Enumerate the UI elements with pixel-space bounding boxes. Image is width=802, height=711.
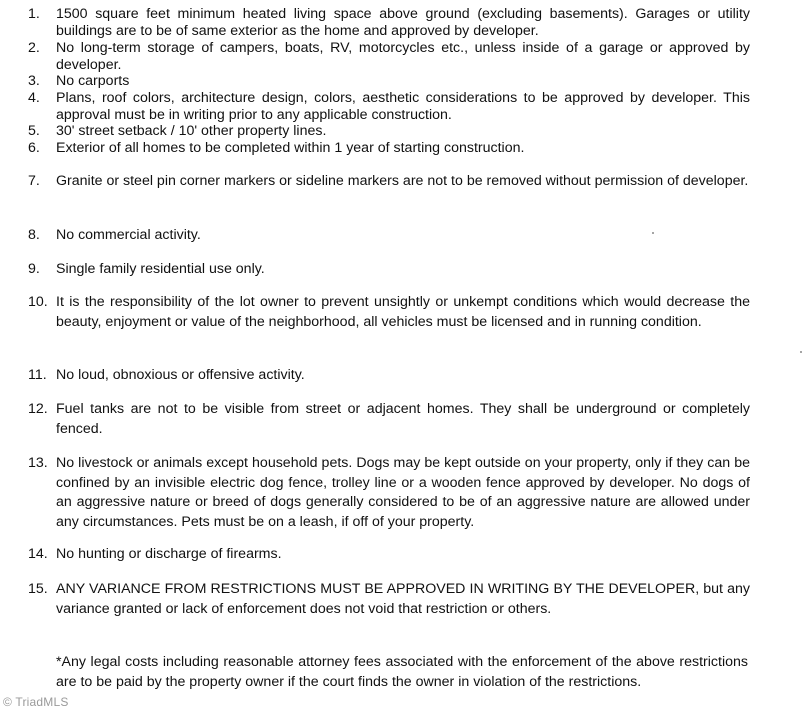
restriction-item-7 (28, 172, 750, 192)
restriction-item-8 (28, 226, 750, 246)
restriction-item-2 (28, 40, 750, 73)
restriction-item-12 (28, 400, 750, 439)
item-number: 1. (28, 6, 40, 22)
item-number: 3. (28, 73, 40, 89)
restriction-item-5 (28, 123, 750, 140)
item-number: 8. (28, 227, 40, 243)
item-text: Plans, roof colors, architecture design, colors, aesthetic considerations to be approved by developer. This approval must be in writing prior to any applicable construction. (56, 90, 750, 123)
item-text: Fuel tanks are not to be visible from street or adjacent homes. They shall be underground or completely fenced. (56, 401, 750, 437)
item-number: 4. (28, 90, 40, 106)
item-text: Granite or steel pin corner markers or sideline markers are not to be removed without permission of developer. (56, 173, 749, 189)
item-text: 30' street setback / 10' other property lines. (56, 123, 327, 139)
restriction-item-1 (28, 6, 750, 39)
item-text: Single family residential use only. (56, 261, 265, 277)
item-number: 11. (28, 367, 47, 383)
item-text: It is the responsibility of the lot owner to prevent unsightly or unkempt conditions which would decrease the beauty, enjoyment or value of the neighborhood, all vehicles must be licensed and in running condition. (56, 294, 750, 330)
restriction-item-10 (28, 293, 750, 332)
item-number: 6. (28, 140, 40, 156)
item-number: 14. (28, 546, 48, 562)
item-text: No carports (56, 73, 130, 89)
item-text: No livestock or animals except household pets. Dogs may be kept outside on your property, only if they can be confined by an invisible electric dog fence, trolley line or a wooden fence approved by developer. No dogs of an aggressive nature or breed of dogs generally considered to be of an aggressive nature are allowed under any circumstances. Pets must be on a leash, if off of your property. (56, 455, 750, 530)
restriction-item-6 (28, 140, 750, 157)
item-number: 9. (28, 261, 40, 277)
item-number: 10. (28, 294, 48, 310)
item-number: 12. (28, 401, 48, 417)
item-number: 15. (28, 581, 48, 597)
triadmls-watermark: © TriadMLS (3, 695, 69, 709)
restriction-item-13 (28, 454, 750, 532)
item-text: No long-term storage of campers, boats, RV, motorcycles etc., unless inside of a garage or approved by developer. (56, 40, 750, 73)
item-number: 13. (28, 455, 48, 471)
item-text: Exterior of all homes to be completed within 1 year of starting construction. (56, 140, 525, 156)
restriction-item-11 (28, 366, 750, 386)
restriction-item-14 (28, 545, 750, 565)
item-number: 5. (28, 123, 40, 139)
item-text: 1500 square feet minimum heated living space above ground (excluding basements). Garages or utility buildings are to be of same exterior as the home and approved by developer. (56, 6, 750, 39)
item-text: No loud, obnoxious or offensive activity. (56, 367, 305, 383)
legal-costs-note: *Any legal costs including reasonable attorney fees associated with the enforcement of the above restrictions are to be paid by the property owner if the court finds the owner in violation of the restrictions. (56, 654, 748, 690)
restriction-item-9 (28, 260, 750, 280)
item-number: 2. (28, 40, 40, 56)
restriction-item-4 (28, 90, 750, 123)
restriction-item-3 (28, 73, 750, 90)
restriction-item-15 (28, 580, 750, 619)
item-text: No commercial activity. (56, 227, 201, 243)
item-number: 7. (28, 173, 40, 189)
scan-speck (652, 232, 654, 234)
item-text: ANY VARIANCE FROM RESTRICTIONS MUST BE APPROVED IN WRITING BY THE DEVELOPER, but any variance granted or lack of enforcement does not void that restriction or others. (56, 581, 750, 617)
item-text: No hunting or discharge of firearms. (56, 546, 282, 562)
